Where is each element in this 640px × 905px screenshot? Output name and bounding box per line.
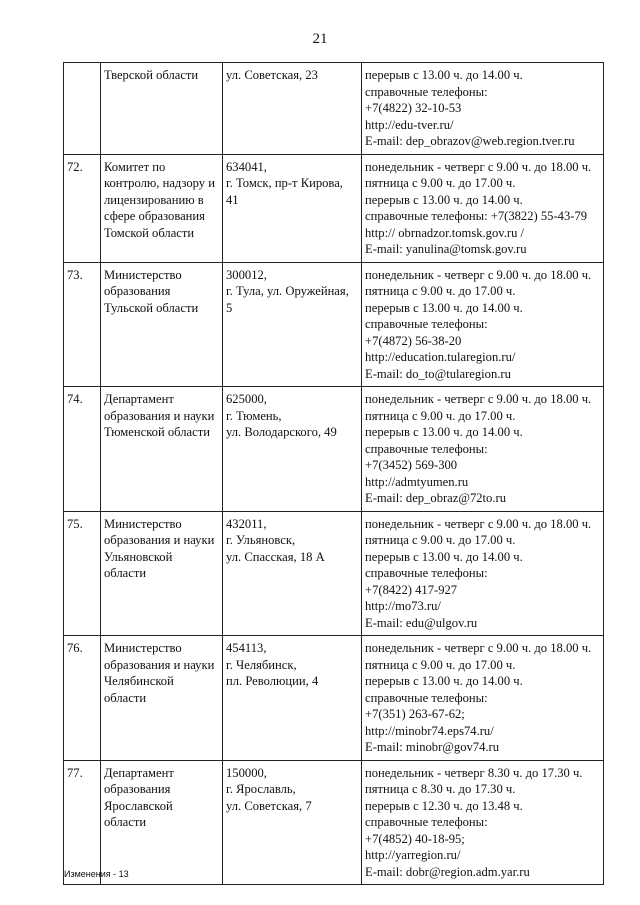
schedule-contacts-line: E-mail: do_to@tularegion.ru — [365, 366, 511, 381]
organization-name-line: образования и науки — [104, 408, 215, 423]
schedule-contacts-line: справочные телефоны: — [365, 815, 488, 829]
schedule-contacts-cell — [362, 262, 604, 387]
organization-name-line: образования и науки — [104, 657, 215, 672]
address-line: 454113, — [226, 641, 267, 655]
address-line: ул. Советская, 7 — [226, 798, 312, 813]
schedule-contacts-line: понедельник - четверг с 9.00 ч. до 18.00 ч. — [365, 516, 592, 531]
organization-name-cell — [101, 636, 223, 761]
address-line: 5 — [226, 300, 233, 315]
address-line: ул. Володарского, 49 — [226, 425, 337, 439]
organization-name-line: образования — [104, 782, 171, 796]
table-body — [64, 63, 604, 885]
schedule-contacts-line: пятница с 9.00 ч. до 17.00 ч. — [365, 176, 516, 190]
organization-name-line: Министерство — [104, 516, 182, 531]
schedule-contacts-line: справочные телефоны: — [365, 566, 488, 580]
row-number-cell: 74. — [64, 387, 101, 512]
organization-name-line: Томской области — [104, 225, 195, 240]
organization-name-line: образования — [104, 284, 171, 298]
address-line: ул. Спасская, 18 А — [226, 549, 325, 564]
organization-name-line: области — [104, 690, 147, 705]
schedule-contacts-line: +7(4872) 56-38-20 — [365, 333, 462, 348]
organization-name-line: области — [104, 566, 147, 580]
schedule-contacts-line: http://mo73.ru/ — [365, 599, 441, 613]
address-line: 432011, — [226, 516, 267, 531]
address-line: г. Ярославль, — [226, 782, 296, 796]
schedule-contacts-cell — [362, 387, 604, 512]
address-line: г. Челябинск, — [226, 657, 297, 672]
organization-name-line: Ярославской — [104, 798, 173, 813]
schedule-contacts-line: пятница с 9.00 ч. до 17.00 ч. — [365, 657, 516, 672]
address-cell — [223, 511, 362, 636]
schedule-contacts-line: http://admtyumen.ru — [365, 474, 469, 489]
organization-name-cell — [101, 511, 223, 636]
schedule-contacts-line: +7(8422) 417-927 — [365, 582, 458, 597]
schedule-contacts-line: справочные телефоны: — [365, 84, 488, 99]
table-row — [64, 63, 604, 155]
address-line: 41 — [226, 192, 239, 207]
address-line: г. Тюмень, — [226, 408, 282, 423]
schedule-contacts-line: перерыв с 13.00 ч. до 14.00 ч. — [365, 425, 523, 439]
organization-name-line: Департамент — [104, 392, 174, 406]
schedule-contacts-line: +7(3452) 569-300 — [365, 458, 458, 472]
footer-note: Изменения - 13 — [64, 869, 129, 879]
organization-name-line: Челябинской — [104, 674, 174, 688]
organization-name-line: Тульской области — [104, 300, 199, 315]
schedule-contacts-line: E-mail: edu@ulgov.ru — [365, 615, 478, 630]
schedule-contacts-line: перерыв с 13.00 ч. до 14.00 ч. — [365, 300, 523, 315]
schedule-contacts-line: справочные телефоны: +7(3822) 55-43-79 — [365, 209, 588, 223]
address-cell — [223, 636, 362, 761]
schedule-contacts-line: понедельник - четверг с 9.00 ч. до 18.00 ч. — [365, 392, 592, 406]
schedule-contacts-line: понедельник - четверг с 9.00 ч. до 18.00 ч. — [365, 641, 592, 655]
schedule-contacts-cell — [362, 511, 604, 636]
schedule-contacts-cell — [362, 760, 604, 885]
schedule-contacts-line: пятница с 9.00 ч. до 17.00 ч. — [365, 408, 516, 423]
schedule-contacts-line: понедельник - четверг с 9.00 ч. до 18.00 ч. — [365, 267, 592, 282]
organization-name-line: Министерство — [104, 267, 182, 282]
organization-name-line: контролю, надзору и — [104, 176, 215, 190]
address-line: 150000, — [226, 765, 267, 780]
row-number-cell: 73. — [64, 262, 101, 387]
schedule-contacts-line: E-mail: yanulina@tomsk.gov.ru — [365, 242, 527, 256]
organization-name-line: Департамент — [104, 765, 174, 780]
address-line: 625000, — [226, 392, 267, 406]
organization-name-line: Министерство — [104, 641, 182, 655]
schedule-contacts-line: понедельник - четверг с 9.00 ч. до 18.00 ч. — [365, 159, 592, 174]
schedule-contacts-line: справочные телефоны: — [365, 441, 488, 456]
schedule-contacts-line: +7(4822) 32-10-53 — [365, 101, 462, 115]
organization-name-line: сфере образования — [104, 209, 205, 223]
organization-name-line: Тверской области — [104, 68, 199, 82]
schedule-contacts-line: перерыв с 13.00 ч. до 14.00 ч. — [365, 549, 523, 564]
address-cell — [223, 154, 362, 262]
organization-name-line: Комитет по — [104, 159, 166, 174]
schedule-contacts-line: E-mail: dep_obrazov@web.region.tver.ru — [365, 134, 575, 148]
organization-name-cell — [101, 262, 223, 387]
schedule-contacts-line: перерыв с 12.30 ч. до 13.48 ч. — [365, 798, 523, 813]
schedule-contacts-line: http:// obrnadzor.tomsk.gov.ru / — [365, 225, 525, 240]
row-number-cell: 72. — [64, 154, 101, 262]
table-row — [64, 154, 604, 262]
schedule-contacts-line: +7(4852) 40-18-95; — [365, 831, 465, 846]
table-row — [64, 262, 604, 387]
organization-name-line: лицензированию в — [104, 192, 204, 207]
schedule-contacts-line: справочные телефоны: — [365, 690, 488, 705]
row-number-cell: 76. — [64, 636, 101, 761]
schedule-contacts-line: E-mail: minobr@gov74.ru — [365, 740, 500, 754]
table-row — [64, 511, 604, 636]
address-line: пл. Революции, 4 — [226, 674, 319, 688]
address-line: г. Томск, пр-т Кирова, — [226, 176, 343, 190]
organization-name-cell — [101, 387, 223, 512]
address-cell — [223, 262, 362, 387]
schedule-contacts-line: пятница с 9.00 ч. до 17.00 ч. — [365, 533, 516, 547]
schedule-contacts-line: +7(351) 263-67-62; — [365, 707, 465, 721]
schedule-contacts-line: понедельник - четверг 8.30 ч. до 17.30 ч. — [365, 765, 583, 780]
organization-name-cell — [101, 154, 223, 262]
address-line: 634041, — [226, 159, 267, 174]
table-row — [64, 387, 604, 512]
table-row — [64, 636, 604, 761]
address-line: г. Тула, ул. Оружейная, — [226, 284, 349, 298]
page-number: 21 — [312, 31, 328, 47]
table-row — [64, 760, 604, 885]
organization-name-cell — [101, 63, 223, 155]
organization-name-cell — [101, 760, 223, 885]
schedule-contacts-line: E-mail: dep_obraz@72to.ru — [365, 491, 506, 505]
schedule-contacts-line: пятница с 9.00 ч. до 17.00 ч. — [365, 284, 516, 298]
schedule-contacts-line: E-mail: dobr@region.adm.yar.ru — [365, 864, 530, 879]
schedule-contacts-line: перерыв с 13.00 ч. до 14.00 ч. — [365, 192, 523, 207]
contacts-table — [63, 62, 604, 885]
schedule-contacts-line: http://edu-tver.ru/ — [365, 117, 454, 132]
organization-name-line: Тюменской области — [104, 425, 210, 439]
address-line: 300012, — [226, 267, 267, 282]
schedule-contacts-line: http://yarregion.ru/ — [365, 848, 461, 862]
address-cell — [223, 387, 362, 512]
row-number-cell: 77. — [64, 760, 101, 885]
schedule-contacts-line: перерыв с 13.00 ч. до 14.00 ч. — [365, 68, 523, 82]
schedule-contacts-line: http://minobr74.eps74.ru/ — [365, 723, 494, 738]
row-number-cell — [64, 63, 101, 155]
schedule-contacts-line: http://education.tularegion.ru/ — [365, 350, 516, 364]
schedule-contacts-cell — [362, 154, 604, 262]
schedule-contacts-cell — [362, 636, 604, 761]
organization-name-line: Ульяновской — [104, 549, 173, 564]
address-line: ул. Советская, 23 — [226, 68, 318, 82]
address-cell — [223, 63, 362, 155]
schedule-contacts-line: справочные телефоны: — [365, 317, 488, 331]
address-line: г. Ульяновск, — [226, 533, 296, 547]
schedule-contacts-cell — [362, 63, 604, 155]
row-number-cell: 75. — [64, 511, 101, 636]
address-cell — [223, 760, 362, 885]
schedule-contacts-line: перерыв с 13.00 ч. до 14.00 ч. — [365, 674, 523, 688]
organization-name-line: области — [104, 815, 147, 829]
organization-name-line: образования и науки — [104, 533, 215, 547]
schedule-contacts-line: пятница с 8.30 ч. до 17.30 ч. — [365, 782, 516, 796]
